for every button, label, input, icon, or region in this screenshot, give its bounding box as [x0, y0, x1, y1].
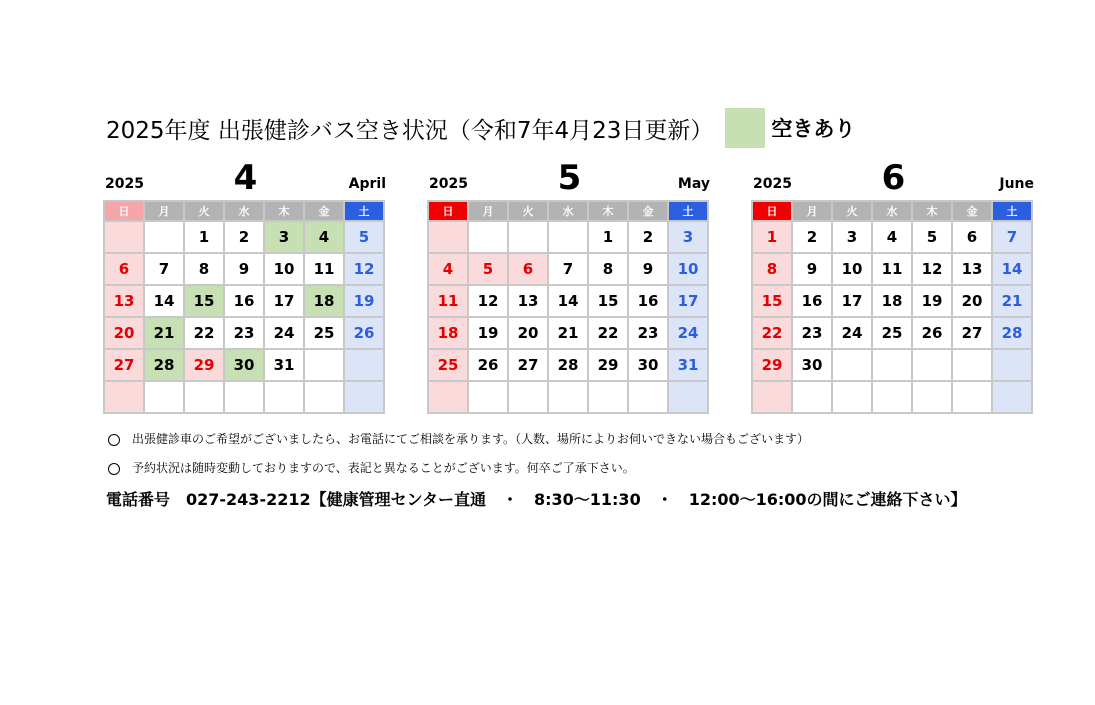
calendar-month-english: June	[999, 176, 1034, 192]
day-cell: 12	[468, 285, 508, 317]
day-cell: 13	[508, 285, 548, 317]
day-cell: 6	[508, 253, 548, 285]
week-row	[752, 221, 1032, 253]
day-cell: 8	[184, 253, 224, 285]
day-cell: 30	[792, 349, 832, 381]
week-row	[752, 253, 1032, 285]
day-cell: 5	[468, 253, 508, 285]
day-cell	[428, 221, 468, 253]
weekday-label: 土	[668, 201, 708, 221]
day-cell	[144, 221, 184, 253]
note-2	[106, 459, 635, 476]
day-cell: 6	[104, 253, 144, 285]
day-cell: 24	[832, 317, 872, 349]
calendar-june	[751, 160, 1036, 414]
day-cell	[104, 221, 144, 253]
day-cell: 10	[832, 253, 872, 285]
day-cell	[912, 349, 952, 381]
day-cell	[548, 221, 588, 253]
weekday-label: 月	[468, 201, 508, 221]
day-cell	[952, 349, 992, 381]
day-cell: 29	[184, 349, 224, 381]
day-cell: 27	[508, 349, 548, 381]
calendar-grid	[427, 200, 709, 414]
calendar-month-english: May	[677, 176, 710, 192]
day-cell	[628, 381, 668, 413]
week-row	[752, 349, 1032, 381]
day-cell	[792, 381, 832, 413]
day-cell: 7	[144, 253, 184, 285]
day-cell: 23	[224, 317, 264, 349]
weekday-label: 月	[792, 201, 832, 221]
weekday-header-row	[428, 201, 708, 221]
circle-bullet-icon	[108, 463, 120, 475]
day-cell: 2	[628, 221, 668, 253]
week-row	[104, 381, 384, 413]
day-cell: 26	[468, 349, 508, 381]
day-cell: 14	[144, 285, 184, 317]
weekday-label: 水	[548, 201, 588, 221]
day-cell: 18	[428, 317, 468, 349]
day-cell	[752, 381, 792, 413]
weekday-label: 金	[952, 201, 992, 221]
calendar-grid	[103, 200, 385, 414]
day-cell: 7	[992, 221, 1032, 253]
day-cell: 28	[548, 349, 588, 381]
day-cell: 22	[184, 317, 224, 349]
weekday-label: 土	[992, 201, 1032, 221]
day-cell: 10	[668, 253, 708, 285]
day-cell: 26	[344, 317, 384, 349]
week-row	[104, 253, 384, 285]
day-cell: 9	[224, 253, 264, 285]
day-cell	[304, 349, 344, 381]
day-cell: 7	[548, 253, 588, 285]
week-row	[428, 317, 708, 349]
weekday-label: 日	[104, 201, 144, 221]
day-cell: 12	[344, 253, 384, 285]
day-cell: 29	[752, 349, 792, 381]
day-cell	[344, 349, 384, 381]
day-cell	[992, 349, 1032, 381]
day-cell: 26	[912, 317, 952, 349]
day-cell	[832, 349, 872, 381]
weekday-label: 月	[144, 201, 184, 221]
day-cell: 15	[184, 285, 224, 317]
calendar-may	[427, 160, 712, 414]
day-cell: 16	[792, 285, 832, 317]
week-row	[104, 349, 384, 381]
day-cell: 31	[668, 349, 708, 381]
day-cell: 2	[224, 221, 264, 253]
day-cell: 12	[912, 253, 952, 285]
calendar-month-number: 6	[881, 158, 906, 198]
week-row	[104, 317, 384, 349]
day-cell	[304, 381, 344, 413]
day-cell: 3	[668, 221, 708, 253]
day-cell: 4	[304, 221, 344, 253]
day-cell	[508, 221, 548, 253]
day-cell: 13	[104, 285, 144, 317]
week-row	[428, 285, 708, 317]
day-cell: 3	[832, 221, 872, 253]
title-row	[106, 108, 855, 148]
day-cell: 27	[104, 349, 144, 381]
note-text: 予約状況は随時変動しておりますので、表記と異なることがございます。何卒ご了承下さい。	[132, 461, 635, 475]
week-row	[428, 381, 708, 413]
weekday-label: 日	[428, 201, 468, 221]
week-row	[428, 221, 708, 253]
day-cell: 2	[792, 221, 832, 253]
day-cell: 14	[992, 253, 1032, 285]
day-cell: 17	[832, 285, 872, 317]
day-cell	[952, 381, 992, 413]
calendar-april	[103, 160, 388, 414]
day-cell	[224, 381, 264, 413]
day-cell	[468, 381, 508, 413]
day-cell	[872, 381, 912, 413]
weekday-label: 火	[508, 201, 548, 221]
weekday-label: 水	[224, 201, 264, 221]
calendar-header	[103, 160, 388, 196]
day-cell: 13	[952, 253, 992, 285]
day-cell	[832, 381, 872, 413]
calendar-month-english: April	[348, 176, 386, 192]
day-cell: 8	[752, 253, 792, 285]
week-row	[104, 285, 384, 317]
week-row	[752, 381, 1032, 413]
phone-line: 電話番号 027-243-2212【健康管理センター直通 ・ 8:30〜11:30 ・ 12:00〜16:00の間にご連絡下さい】	[106, 490, 967, 509]
day-cell: 9	[792, 253, 832, 285]
week-row	[428, 349, 708, 381]
day-cell: 1	[184, 221, 224, 253]
day-cell: 11	[304, 253, 344, 285]
day-cell: 31	[264, 349, 304, 381]
day-cell: 25	[872, 317, 912, 349]
day-cell	[428, 381, 468, 413]
weekday-label: 金	[628, 201, 668, 221]
note-text: 出張健診車のご希望がございましたら、お電話にてご相談を承ります。（人数、場所によりお伺いできない場合もございます）	[132, 432, 810, 446]
day-cell: 30	[628, 349, 668, 381]
day-cell: 9	[628, 253, 668, 285]
day-cell: 4	[428, 253, 468, 285]
legend-label: 空きあり	[771, 117, 856, 141]
calendar-year: 2025	[753, 176, 792, 192]
week-row	[104, 221, 384, 253]
day-cell: 15	[752, 285, 792, 317]
day-cell: 29	[588, 349, 628, 381]
day-cell	[548, 381, 588, 413]
week-row	[752, 285, 1032, 317]
day-cell: 11	[428, 285, 468, 317]
day-cell	[344, 381, 384, 413]
day-cell: 19	[912, 285, 952, 317]
day-cell: 4	[872, 221, 912, 253]
calendar-year: 2025	[105, 176, 144, 192]
day-cell: 6	[952, 221, 992, 253]
day-cell: 22	[588, 317, 628, 349]
note-1	[106, 430, 809, 447]
day-cell: 16	[628, 285, 668, 317]
day-cell	[872, 349, 912, 381]
weekday-label: 火	[832, 201, 872, 221]
day-cell: 1	[588, 221, 628, 253]
day-cell: 18	[304, 285, 344, 317]
day-cell	[992, 381, 1032, 413]
day-cell: 21	[144, 317, 184, 349]
day-cell	[264, 381, 304, 413]
day-cell: 28	[144, 349, 184, 381]
calendar-grid	[751, 200, 1033, 414]
weekday-label: 木	[588, 201, 628, 221]
weekday-header-row	[752, 201, 1032, 221]
calendar-header	[751, 160, 1036, 196]
day-cell: 17	[668, 285, 708, 317]
day-cell: 20	[508, 317, 548, 349]
day-cell	[912, 381, 952, 413]
day-cell	[144, 381, 184, 413]
day-cell: 3	[264, 221, 304, 253]
day-cell	[104, 381, 144, 413]
day-cell: 27	[952, 317, 992, 349]
circle-bullet-icon	[108, 434, 120, 446]
day-cell: 10	[264, 253, 304, 285]
day-cell: 30	[224, 349, 264, 381]
day-cell: 25	[304, 317, 344, 349]
week-row	[428, 253, 708, 285]
weekday-header-row	[104, 201, 384, 221]
day-cell: 5	[912, 221, 952, 253]
day-cell: 18	[872, 285, 912, 317]
day-cell: 11	[872, 253, 912, 285]
day-cell: 14	[548, 285, 588, 317]
day-cell: 16	[224, 285, 264, 317]
weekday-label: 日	[752, 201, 792, 221]
day-cell: 21	[992, 285, 1032, 317]
weekday-label: 木	[912, 201, 952, 221]
calendar-header	[427, 160, 712, 196]
day-cell: 17	[264, 285, 304, 317]
day-cell: 8	[588, 253, 628, 285]
day-cell: 28	[992, 317, 1032, 349]
day-cell: 21	[548, 317, 588, 349]
day-cell: 24	[668, 317, 708, 349]
weekday-label: 土	[344, 201, 384, 221]
day-cell: 19	[468, 317, 508, 349]
day-cell	[468, 221, 508, 253]
day-cell: 23	[628, 317, 668, 349]
day-cell	[668, 381, 708, 413]
day-cell: 22	[752, 317, 792, 349]
day-cell	[508, 381, 548, 413]
day-cell: 25	[428, 349, 468, 381]
calendar-month-number: 4	[233, 158, 258, 198]
day-cell	[184, 381, 224, 413]
page-title: 2025年度 出張健診バス空き状況（令和7年4月23日更新）	[106, 117, 714, 144]
weekday-label: 金	[304, 201, 344, 221]
day-cell: 23	[792, 317, 832, 349]
weekday-label: 火	[184, 201, 224, 221]
day-cell: 15	[588, 285, 628, 317]
day-cell: 5	[344, 221, 384, 253]
day-cell: 20	[104, 317, 144, 349]
day-cell: 19	[344, 285, 384, 317]
calendar-month-number: 5	[557, 158, 582, 198]
day-cell	[588, 381, 628, 413]
weekday-label: 木	[264, 201, 304, 221]
day-cell: 24	[264, 317, 304, 349]
legend-swatch	[725, 108, 765, 148]
calendar-year: 2025	[429, 176, 468, 192]
day-cell: 20	[952, 285, 992, 317]
week-row	[752, 317, 1032, 349]
day-cell: 1	[752, 221, 792, 253]
weekday-label: 水	[872, 201, 912, 221]
